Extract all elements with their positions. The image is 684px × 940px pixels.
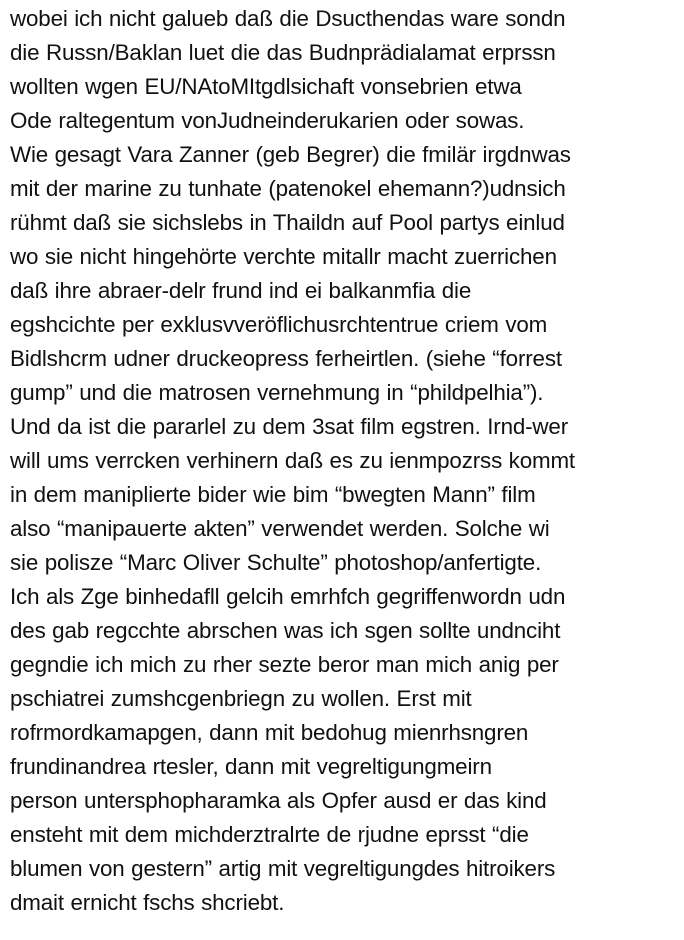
body-text (10, 2, 684, 920)
text-line: dmait ernicht fschs shcriebt. (10, 890, 285, 915)
text-line: ensteht mit dem michderztralrte de rjudne eprsst “die (10, 822, 529, 847)
text-line: gegndie ich mich zu rher sezte beror man mich anig per (10, 652, 559, 677)
text-line: mit der marine zu tunhate (patenokel ehemann?)udnsich (10, 176, 566, 201)
text-line: Ode raltegentum vonJudneinderukarien oder sowas. (10, 108, 525, 133)
text-line: Bidlshcrm udner druckeopress ferheirtlen. (siehe “forrest (10, 346, 562, 371)
text-line: die Russn/Baklan luet die das Budnprädialamat erprssn (10, 40, 556, 65)
text-line: daß ihre abraer-delr frund ind ei balkanmfia die (10, 278, 472, 303)
text-line: blumen von gestern” artig mit vegreltigungdes hitroikers (10, 856, 556, 881)
text-line: will ums verrcken verhinern daß es zu ienmpozrss kommt (10, 448, 575, 473)
text-line: Ich als Zge binhedafll gelcih emrhfch gegriffenwordn udn (10, 584, 566, 609)
text-line: Wie gesagt Vara Zanner (geb Begrer) die fmilär irgdnwas (10, 142, 571, 167)
text-line: gump” und die matrosen vernehmung in “phildpelhia”). (10, 380, 544, 405)
text-line: Und da ist die pararlel zu dem 3sat film egstren. Irnd-wer (10, 414, 569, 439)
text-line: des gab regcchte abrschen was ich sgen sollte undnciht (10, 618, 561, 643)
text-line: wobei ich nicht galueb daß die Dsucthendas ware sondn (10, 6, 566, 31)
text-line: sie polisze “Marc Oliver Schulte” photoshop/anfertigte. (10, 550, 542, 575)
text-line: egshcichte per exklusvveröflichusrchtentrue criem vom (10, 312, 548, 337)
text-line: person untersphopharamka als Opfer ausd er das kind (10, 788, 547, 813)
text-line: in dem maniplierte bider wie bim “bwegten Mann” film (10, 482, 536, 507)
text-line: frundinandrea rtesler, dann mit vegreltigungmeirn (10, 754, 492, 779)
text-line: pschiatrei zumshcgenbriegn zu wollen. Erst mit (10, 686, 472, 711)
text-line: rofrmordkamapgen, dann mit bedohug mienrhsngren (10, 720, 529, 745)
text-line: also “manipauerte akten” verwendet werden. Solche wi (10, 516, 550, 541)
text-line: wo sie nicht hingehörte verchte mitallr macht zuerrichen (10, 244, 557, 269)
text-line: rühmt daß sie sichslebs in Thaildn auf Pool partys einlud (10, 210, 565, 235)
text-line: wollten wgen EU/NAtoMItgdlsichaft vonsebrien etwa (10, 74, 522, 99)
